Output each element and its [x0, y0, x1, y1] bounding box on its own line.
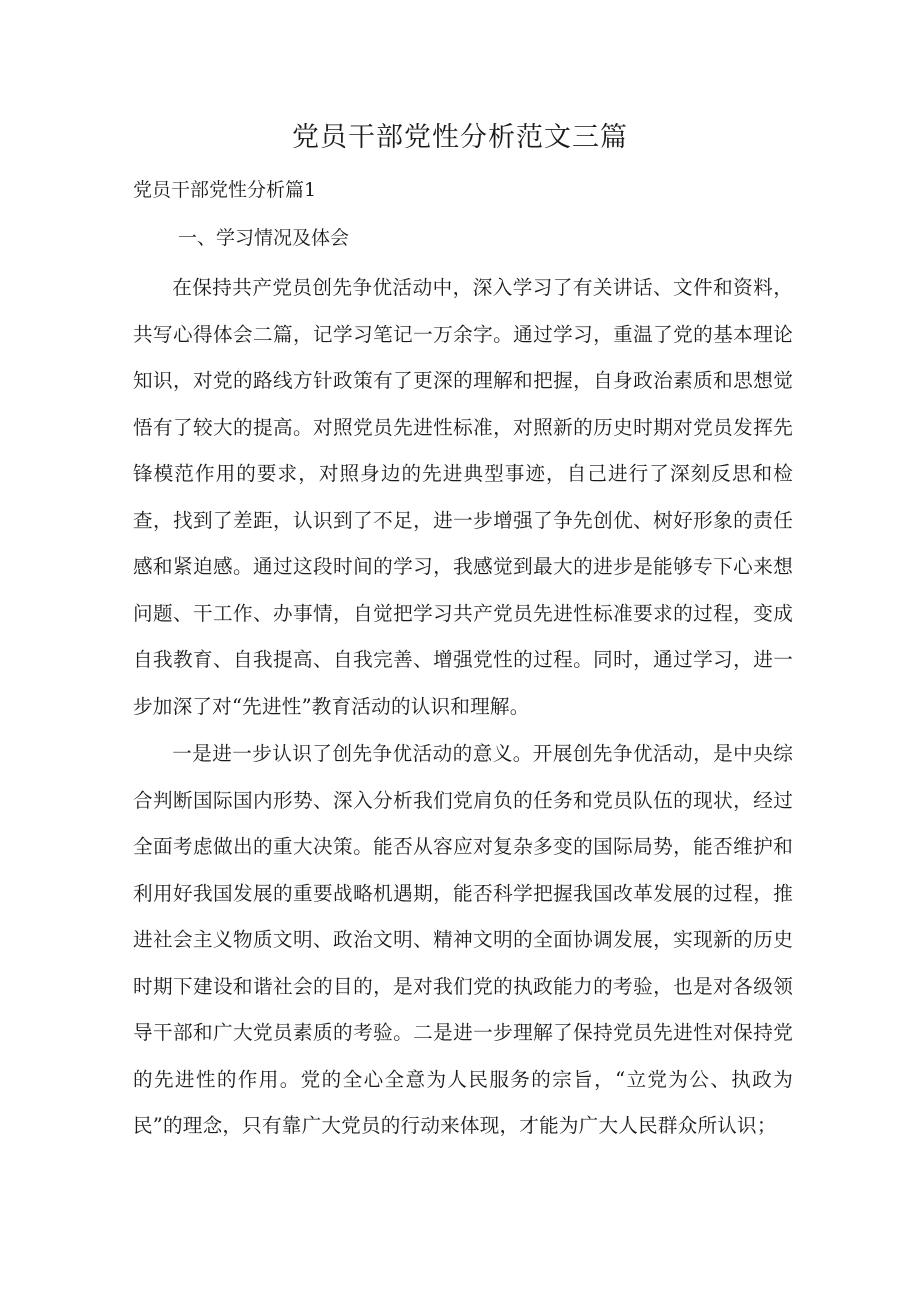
document-title: 党员干部党性分析范文三篇 [292, 122, 628, 153]
body-paragraph-1: 在保持共产党员创先争优活动中，深入学习了有关讲话、文件和资料，共写心得体会二篇，记学习笔记一万余字。通过学习，重温了党的基本理论知识，对党的路线方针政策有了更深的理解和把握，自身政治素质和思想觉悟有了较大的提高。对照党员先进性标准，对照新的历史时期对党员发挥先锋模范作用的要求，对照身边的先进典型事迹，自己进行了深刻反思和检查，找到了差距，认识到了不足，进一步增强了争先创优、树好形象的责任感和紧迫感。通过这段时间的学习，我感觉到最大的进步是能够专下心来想问题、干工作、办事情，自觉把学习共产党员先进性标准要求的过程，变成自我教育、自我提高、自我完善、增强党性的过程。同时，通过学习，进一步加深了对“先进性”教育活动的认识和理解。 [133, 276, 793, 718]
sub-heading: 一、学习情况及体会 [178, 227, 350, 249]
section-heading: 党员干部党性分析篇1 [133, 179, 317, 201]
body-paragraph-2: 一是进一步认识了创先争优活动的意义。开展创先争优活动，是中央综合判断国际国内形势、深入分析我们党肩负的任务和党员队伍的现状，经过全面考虑做出的重大决策。能否从容应对复杂多变的国际局势，能否维护和利用好我国发展的重要战略机遇期，能否科学把握我国改革发展的过程，推进社会主义物质文明、政治文明、精神文明的全面协调发展，实现新的历史时期下建设和谐社会的目的，是对我们党的执政能力的考验，也是对各级领导干部和广大党员素质的考验。二是进一步理解了保持党员先进性对保持党的先进性的作用。党的全心全意为人民服务的宗旨，“立党为公、执政为民”的理念，只有靠广大党员的行动来体现，才能为广大人民群众所认识； [133, 742, 793, 1137]
